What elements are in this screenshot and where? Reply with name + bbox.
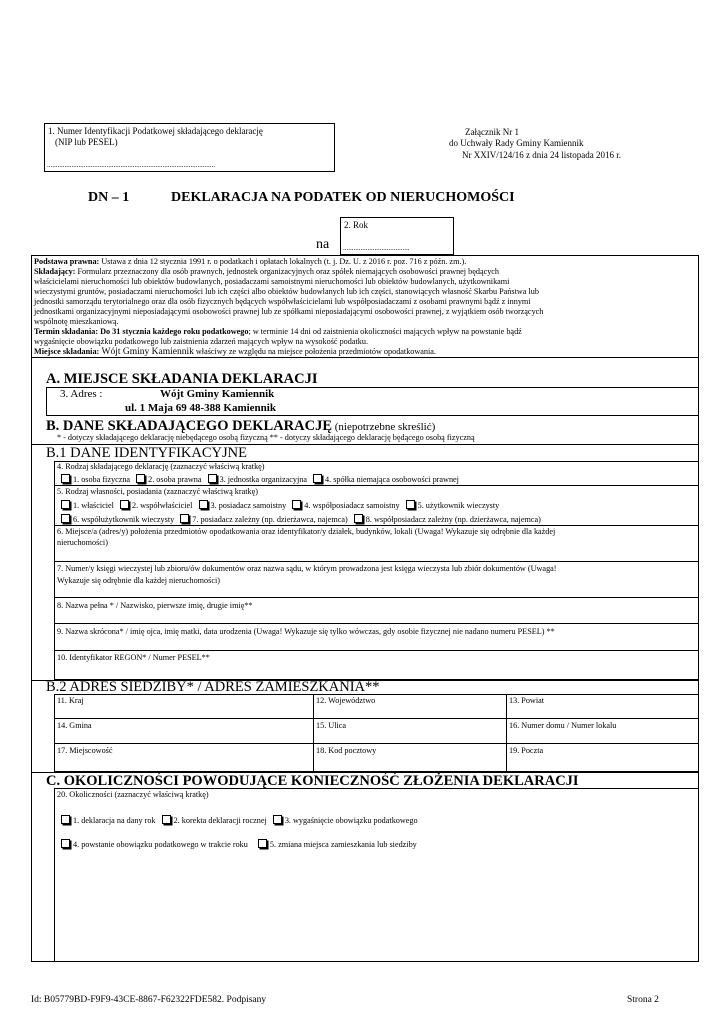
section-a-title: A. MIEJSCE SKŁADANIA DEKLARACJI: [46, 371, 318, 387]
option-spolka[interactable]: 4. spółka niemająca osobowości prawnej: [309, 475, 459, 484]
skladajacy-line5: jednostkami organizacyjnymi nieposiadającymi osobowości prawnej lub ze spółkami nieposiadającymi osobowości prawnej, z wyjątkiem osób tworzących: [34, 307, 544, 316]
section-b1-title: B.1 DANE IDENTYFIKACYJNE: [46, 445, 247, 461]
field14-gmina[interactable]: 14. Gmina: [57, 721, 92, 730]
termin-line1: Termin składania: Do 31 stycznia każdego roku podatkowego; w terminie 14 dni od zaistnienia okoliczności mających wpływ na powstanie bądź: [34, 327, 522, 336]
miejsce-skladania: Miejsce składania: Wójt Gminy Kamiennik właściwy ze względu na miejsce położenia przedmiotów opodatkowania.: [34, 347, 436, 357]
annex-line2: do Uchwały Rady Gminy Kamiennik: [449, 138, 584, 148]
page-title: DEKLARACJA NA PODATEK OD NIERUCHOMOŚCI: [171, 190, 515, 205]
skladajacy-line6: wspólnotę mieszkaniową.: [34, 317, 119, 326]
option-wspoluzytkownik[interactable]: 6. współużytkownik wieczysty: [57, 515, 174, 524]
field11-kraj[interactable]: 11. Kraj: [57, 696, 84, 705]
checkbox-icon[interactable]: [406, 500, 415, 509]
field6-label-cont: nieruchomości): [57, 538, 108, 547]
form-code: DN – 1: [88, 190, 130, 205]
checkbox-icon[interactable]: [199, 500, 208, 509]
checkbox-icon[interactable]: [61, 500, 70, 509]
option-posiadacz-zalezny[interactable]: 7. posiadacz zależny (np. dzierżawca, najemca): [176, 515, 347, 524]
checkbox-icon[interactable]: [313, 474, 322, 483]
field10-label[interactable]: 10. Identyfikator REGON* / Numer PESEL**: [57, 653, 210, 662]
field4-options: [57, 474, 459, 485]
checkbox-icon[interactable]: [208, 474, 217, 483]
skladajacy-line3: wieczystymi gruntów, posiadaczami nieruchomości lub ich części albo obiektów budowlanych lub ich części, stanowiących własność Skarbu Państwa lub: [34, 287, 539, 296]
option-zmiana-miejsca[interactable]: 5. zmiana miejsca zamieszkania lub siedziby: [254, 840, 417, 849]
checkbox-icon[interactable]: [120, 500, 129, 509]
skladajacy-line1: Składający: Formularz przeznaczony dla osób prawnych, jednostek organizacyjnych oraz spółek niemających osobowości prawnej będących: [34, 267, 500, 276]
field19-poczta[interactable]: 19. Poczta: [509, 746, 544, 755]
termin-line2: wygaśnięcie obowiązku podatkowego lub zaistnienia zdarzeń mających wpływ na wysokość podatku.: [34, 337, 368, 346]
field15-ulica[interactable]: 15. Ulica: [316, 721, 347, 730]
option-wspolposiadacz-zalezny[interactable]: 8. współposiadacz zależny (np. dzierżawca, najemca): [350, 515, 541, 524]
option-uzytkownik-wieczysty[interactable]: 5. użytkownik wieczysty: [402, 501, 500, 510]
annex-line1: Załącznik Nr 1: [465, 127, 519, 137]
nip-dots: ................................................................................................: [47, 161, 215, 169]
option-posiadacz-samoistny[interactable]: 3. posiadacz samoistny: [195, 501, 287, 510]
field9-label[interactable]: 9. Nazwa skrócona* / imię ojca, imię matki, data urodzenia (Uwaga! Wykazuje się tylko wówczas, gdy osobie fizycznej nie nadano numeru PESEL) **: [57, 627, 555, 636]
skladajacy-line4: jednostki samorządu terytorialnego oraz dla osób fizycznych będących współwłaścicielami lub współposiadaczami z osobami prawnymi bądź z innymi: [34, 297, 531, 306]
podstawa-prawna: Podstawa prawna: Ustawa z dnia 12 stycznia 1991 r. o podatkach i opłatach lokalnych (t. j. Dz. U. z 2016 r. poz. 716 z późn. zm.).: [34, 257, 467, 266]
option-korekta[interactable]: 2. korekta deklaracji rocznej: [158, 816, 267, 825]
checkbox-icon[interactable]: [273, 815, 282, 824]
field5-options-row1: [57, 500, 499, 511]
section-b-title: B. DANE SKŁADAJĄCEGO DEKLARACJĘ (niepotrzebne skreślić): [46, 418, 436, 434]
b2-grid: [54, 694, 699, 772]
footer-id: Id: B05779BD-F9F9-43CE-8867-F62322FDE582. Podpisany: [31, 995, 267, 1005]
year-dots: ......................................: [343, 244, 410, 252]
field13-powiat[interactable]: 13. Powiat: [509, 696, 545, 705]
year-prefix: na: [316, 237, 330, 252]
year-label: 2. Rok: [344, 220, 369, 230]
field7-label-cont: Wykazuje się odrębnie dla każdej nieruchomości): [57, 576, 220, 585]
field7-label[interactable]: 7. Numer/y księgi wieczystej lub zbioru/ów dokumentów oraz nazwa sądu, w którym prowadzona jest księga wieczysta lub zbiór dokumentów (Uwaga!: [57, 564, 557, 573]
field4-label: 4. Rodzaj składającego deklarację (zaznaczyć właściwą kratkę): [57, 462, 265, 471]
checkbox-icon[interactable]: [61, 514, 70, 523]
checkbox-icon[interactable]: [61, 839, 70, 848]
option-wlasciciel[interactable]: 1. właściciel: [57, 501, 114, 510]
field17-miejscowosc[interactable]: 17. Miejscowość: [57, 746, 113, 755]
adres-label: 3. Adres :: [60, 388, 103, 400]
field20-options-row1: [57, 815, 418, 826]
checkbox-icon[interactable]: [292, 500, 301, 509]
field5-label: 5. Rodzaj własności, posiadania (zaznaczyć właściwą kratkę): [57, 487, 258, 496]
page-number: Strona 2: [627, 995, 659, 1005]
option-osoba-fizyczna[interactable]: 1. osoba fizyczna: [57, 475, 130, 484]
section-c-title: C. OKOLICZNOŚCI POWODUJĄCE KONIECZNOŚĆ ZŁOŻENIA DEKLARACJI: [46, 773, 579, 789]
option-wspolposiadacz-samoistny[interactable]: 4. współposiadacz samoistny: [288, 501, 399, 510]
field20-label: 20. Okoliczności (zaznaczyć właściwą kratkę): [57, 790, 209, 799]
option-deklaracja-na-rok[interactable]: 1. deklaracja na dany rok: [57, 816, 156, 825]
checkbox-icon[interactable]: [258, 839, 267, 848]
field12-wojewodztwo[interactable]: 12. Województwo: [316, 696, 376, 705]
field8-label[interactable]: 8. Nazwa pełna * / Nazwisko, pierwsze imię, drugie imię**: [57, 601, 253, 610]
option-powstanie[interactable]: 4. powstanie obowiązku podatkowego w trakcie roku: [57, 840, 248, 849]
checkbox-icon[interactable]: [136, 474, 145, 483]
section-b-footnote: * - dotyczy składającego deklarację niebędącego osobą fizyczną ** - dotyczy składającego deklarację będącego osobą fizyczną: [57, 433, 475, 442]
checkbox-icon[interactable]: [61, 474, 70, 483]
field16-numer-domu[interactable]: 16. Numer domu / Numer lokalu: [509, 721, 617, 730]
checkbox-icon[interactable]: [162, 815, 171, 824]
checkbox-icon[interactable]: [354, 514, 363, 523]
option-osoba-prawna[interactable]: 2. osoba prawna: [132, 475, 201, 484]
annex-line3: Nr XXIV/124/16 z dnia 24 listopada 2016 r.: [462, 150, 621, 160]
adres-line1: Wójt Gminy Kamiennik: [160, 388, 275, 400]
adres-line2: ul. 1 Maja 69 48-388 Kamiennik: [125, 402, 276, 414]
option-wygasniecie[interactable]: 3. wygaśnięcie obowiązku podatkowego: [269, 816, 418, 825]
option-wspolwlasciciel[interactable]: 2. współwłaściciel: [116, 501, 192, 510]
nip-label: 1. Numer Identyfikacji Podatkowej składającego deklarację: [48, 126, 263, 136]
field5-options-row2: [57, 514, 541, 525]
field20-options-row2: [57, 839, 417, 850]
checkbox-icon[interactable]: [180, 514, 189, 523]
field6-label[interactable]: 6. Miejsce/a (adres/y) położenia przedmiotów opodatkowania oraz identyfikator/y działek, budynków, lokali (Uwaga! Wykazuje się odrębnie dla każdej: [57, 527, 556, 536]
nip-sublabel: (NIP lub PESEL): [55, 137, 118, 147]
checkbox-icon[interactable]: [61, 815, 70, 824]
skladajacy-line2: właścicielami nieruchomości lub obiektów budowlanych, posiadaczami samoistnymi nieruchomości lub obiektów budowlanych, użytkownikami: [34, 277, 510, 286]
field18-kod-pocztowy[interactable]: 18. Kod pocztowy: [316, 746, 377, 755]
section-b2-title: B.2 ADRES SIEDZIBY* / ADRES ZAMIESZKANIA**: [46, 679, 380, 695]
option-jednostka-organizacyjna[interactable]: 3. jednostka organizacyjna: [204, 475, 307, 484]
